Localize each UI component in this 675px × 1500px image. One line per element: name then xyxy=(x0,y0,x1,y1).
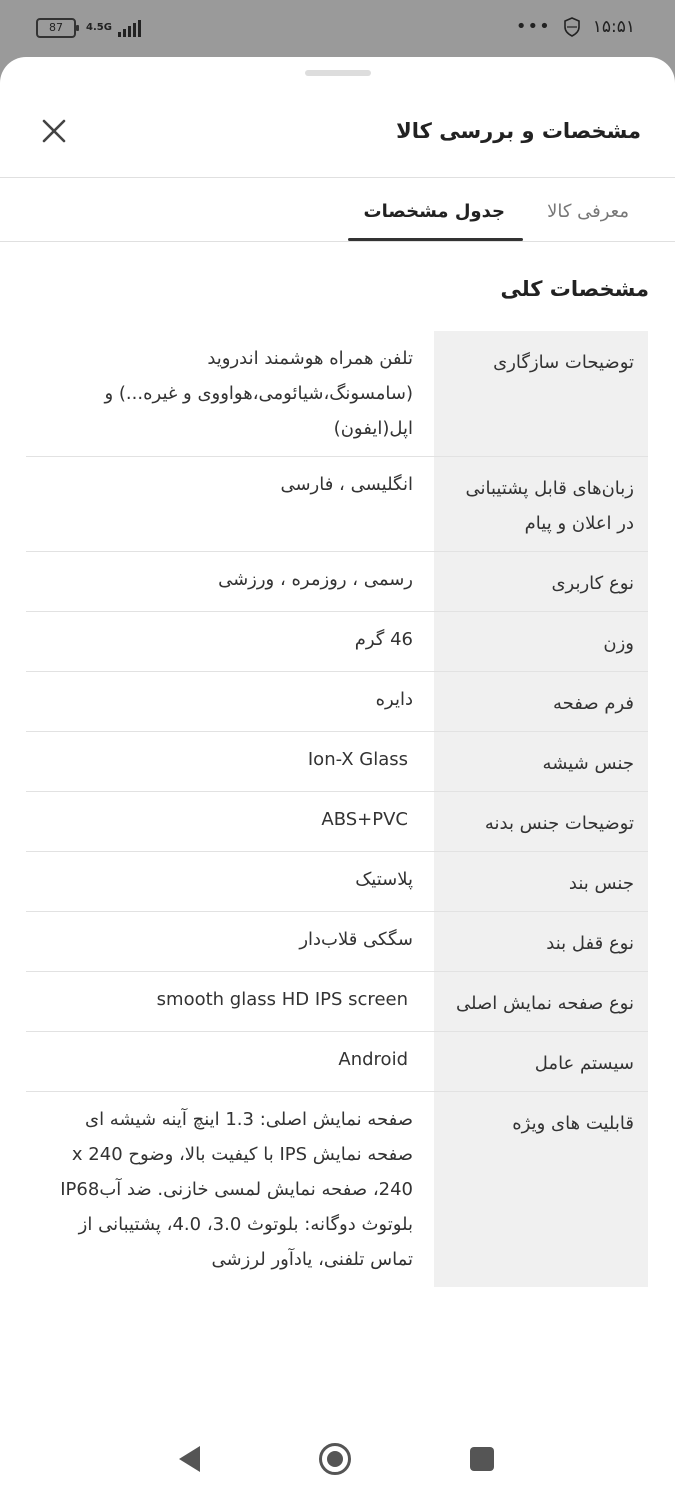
tabs-divider xyxy=(0,241,675,242)
spec-value: Ion-X Glass xyxy=(307,749,408,770)
spec-value: دایره xyxy=(375,689,413,710)
spec-row xyxy=(26,732,648,792)
navigation-bar xyxy=(0,1420,675,1500)
spec-value: smooth glass HD IPS screen xyxy=(156,989,408,1010)
spec-value: تلفن همراه هوشمند اندروید (سامسونگ،شیائومی،هواووی و غیره...) و اپل(ایفون) xyxy=(104,348,413,439)
spec-label: توضیحات جنس بدنه xyxy=(434,792,648,851)
spec-label: نوع صفحه نمایش اصلی xyxy=(434,972,648,1031)
home-icon[interactable] xyxy=(318,1442,352,1476)
spec-row xyxy=(26,457,648,552)
spec-label: جنس بند xyxy=(434,852,648,911)
shield-icon xyxy=(563,17,581,37)
recent-apps-icon[interactable] xyxy=(469,1446,495,1472)
battery-level: 87 xyxy=(49,21,63,34)
spec-label: نوع کاربری xyxy=(434,552,648,611)
spec-value: پلاستیک xyxy=(355,869,413,890)
tab-bar xyxy=(0,178,675,242)
signal-icon xyxy=(118,19,141,37)
spec-value: انگلیسی ، فارسی xyxy=(280,474,413,495)
spec-row xyxy=(26,972,648,1032)
spec-label: جنس شیشه xyxy=(434,732,648,791)
spec-row xyxy=(26,331,648,457)
drag-handle[interactable] xyxy=(305,70,371,76)
spec-row xyxy=(26,672,648,732)
spec-row xyxy=(26,792,648,852)
clock: ۱۵:۵۱ xyxy=(592,16,635,37)
spec-value: ABS+PVC xyxy=(321,809,408,830)
tab-intro[interactable]: معرفی کالا xyxy=(547,201,629,222)
spec-row xyxy=(26,912,648,972)
back-icon[interactable] xyxy=(176,1444,202,1474)
close-icon[interactable] xyxy=(38,115,70,147)
section-title: مشخصات کلی xyxy=(500,277,649,301)
status-bar xyxy=(0,0,675,60)
spec-label: توضیحات سازگاری xyxy=(434,331,648,456)
page-title: مشخصات و بررسی کالا xyxy=(396,119,641,143)
spec-value: سگکی قلاب‌دار xyxy=(299,929,413,950)
spec-value: 46 گرم xyxy=(354,629,413,650)
spec-label: سیستم عامل xyxy=(434,1032,648,1091)
overflow-dots: ••• xyxy=(515,16,551,37)
spec-row xyxy=(26,552,648,612)
spec-label: قابلیت های ویژه xyxy=(434,1092,648,1287)
network-type: 4.5G xyxy=(86,22,112,33)
spec-table xyxy=(26,331,648,1287)
spec-row xyxy=(26,1092,648,1287)
spec-row xyxy=(26,852,648,912)
battery-icon xyxy=(36,18,76,38)
status-right xyxy=(516,16,635,37)
spec-value: رسمی ، روزمره ، ورزشی xyxy=(218,569,413,590)
spec-label: زبان‌های قابل پشتیبانی در اعلان و پیام xyxy=(434,457,648,551)
tab-specs[interactable]: جدول مشخصات xyxy=(363,201,505,222)
spec-label: وزن xyxy=(434,612,648,671)
bottom-sheet xyxy=(0,57,675,1500)
status-left xyxy=(36,18,141,38)
spec-label: نوع قفل بند xyxy=(434,912,648,971)
spec-row xyxy=(26,1032,648,1092)
spec-value: صفحه نمایش اصلی: 1.3 اینچ آینه شیشه ای صفحه نمایش IPS با کیفیت بالا، وضوح 240 x 240، صفحه نمایش لمسی خازنی. ضد آبIP68 بلوتوث دوگانه: بلوتوث 3.0، 4.0، پشتیبانی از تماس تلفنی، یادآور لرزشی xyxy=(60,1109,413,1270)
spec-label: فرم صفحه xyxy=(434,672,648,731)
sheet-header xyxy=(0,101,675,177)
spec-value: Android xyxy=(338,1049,408,1070)
spec-row xyxy=(26,612,648,672)
